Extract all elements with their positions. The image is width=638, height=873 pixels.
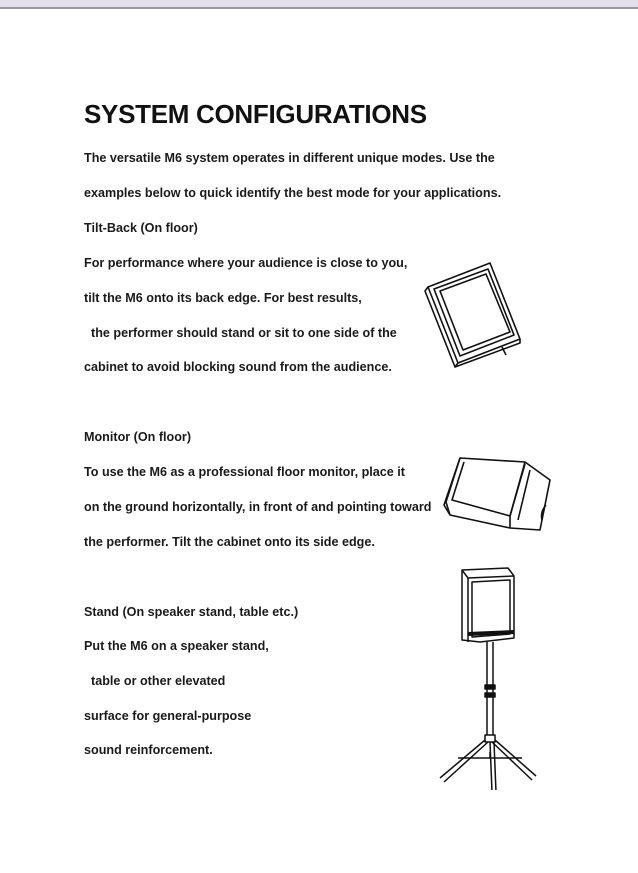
- body-line: table or other elevated: [84, 674, 226, 688]
- body-line: the performer should stand or sit to one side of the: [84, 326, 397, 340]
- body-line: For performance where your audience is close to you,: [84, 256, 408, 270]
- intro-line: examples below to quick identify the best mode for your applications.: [84, 186, 502, 200]
- tilt-back-speaker-illustration: [420, 255, 530, 375]
- body-line: surface for general-purpose: [84, 709, 252, 723]
- body-line: Put the M6 on a speaker stand,: [84, 639, 269, 653]
- body-line: the performer. Tilt the cabinet onto its side edge.: [84, 535, 375, 549]
- section-heading-stand: Stand (On speaker stand, table etc.): [84, 605, 299, 619]
- speaker-on-stand-illustration: [430, 560, 540, 790]
- floor-monitor-illustration: [440, 450, 555, 535]
- body-line: tilt the M6 onto its back edge. For best results,: [84, 291, 362, 305]
- section-heading-tilt-back: Tilt-Back (On floor): [84, 221, 198, 235]
- viewer-top-bar: [0, 0, 638, 9]
- body-line: To use the M6 as a professional floor monitor, place it: [84, 465, 405, 479]
- intro-line: The versatile M6 system operates in different unique modes. Use the: [84, 151, 495, 165]
- body-line: on the ground horizontally, in front of and pointing toward: [84, 500, 432, 514]
- body-line: cabinet to avoid blocking sound from the audience.: [84, 360, 392, 374]
- page-title: SYSTEM CONFIGURATIONS: [84, 99, 427, 129]
- body-line: sound reinforcement.: [84, 743, 213, 757]
- section-heading-monitor: Monitor (On floor): [84, 430, 192, 444]
